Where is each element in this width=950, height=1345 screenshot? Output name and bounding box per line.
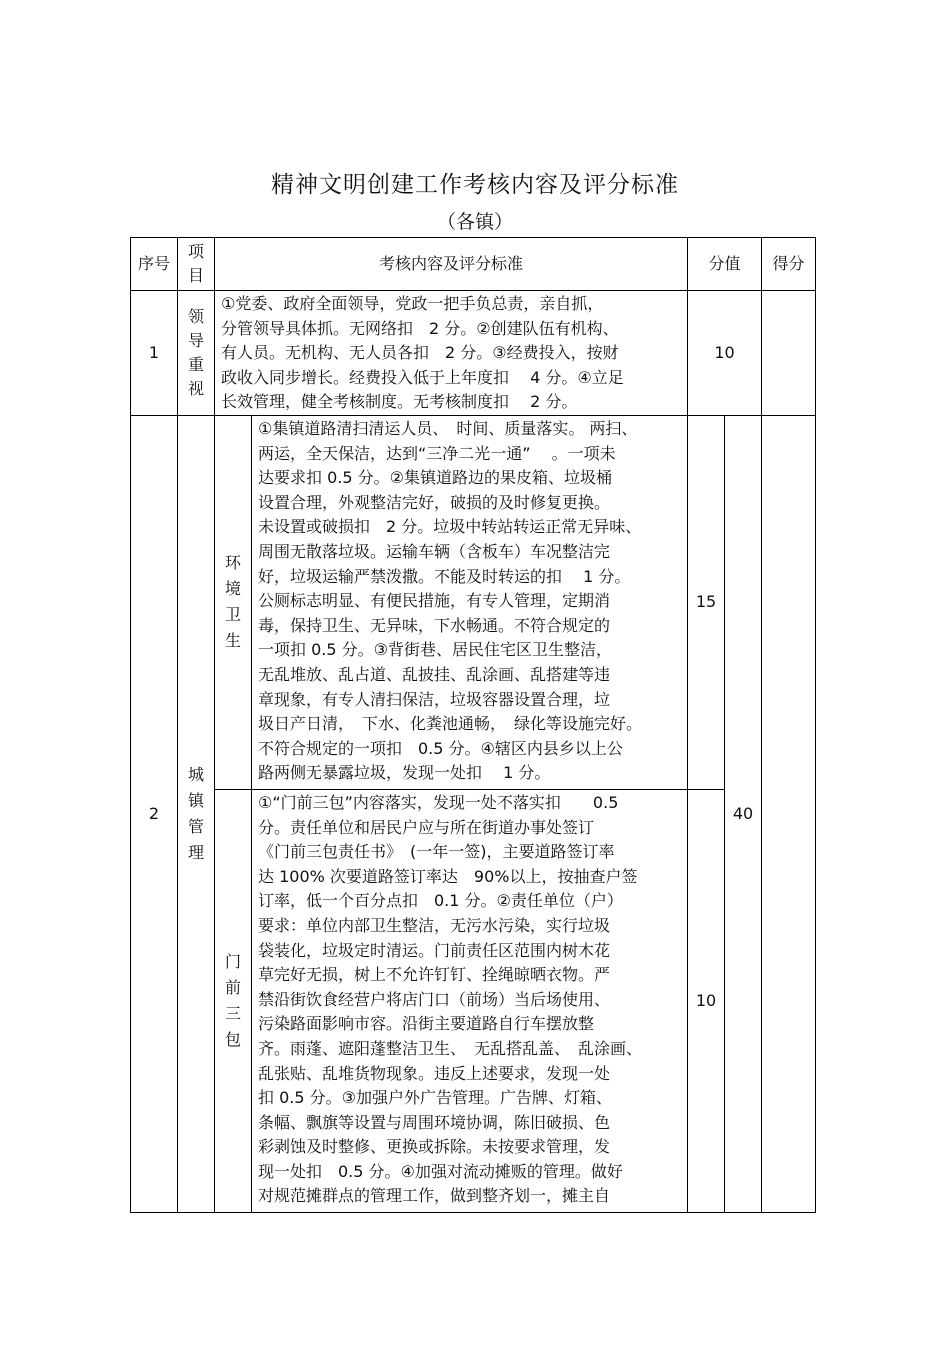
row-total-score: 40: [725, 415, 762, 1212]
subitem-content: ①“门前三包”内容落实，发现一处不落实扣 0.5 分。责任单位和居民户应与所在街道办事处签订 《门前三包责任书》 (一年一签)，主要道路签订率 达 100% 次要道路签订率达 90%以上，按抽查户签 订率，低一个百分点扣 0.1 分。②责任单位（户） 要求：单位内部卫生整洁，无污水污染，实行垃圾 袋装化，垃圾定时清运。门前责任区范围内树木花 草完好无损，树上不允许钉钉、拴绳晾晒衣物。严 禁沿街饮食经营户将店门口（前场）当后场使用、 污染路面影响市容。沿街主要道路自行车摆放整 齐。雨蓬、遮阳蓬整洁卫生、 无乱搭乱盖、 乱涂画、 乱张贴、乱堆货物现象。违反上述要求，发现一处 扣 0.5 分。③加强户外广告管理。广告牌、灯箱、 条幅、飘旗等设置与周围环境协调，陈旧破损、色 彩剥蚀及时整修、更换或拆除。未按要求管理，发 现一处扣 0.5 分。④加强对流动摊贩的管理。做好 对规范摊群点的管理工作，做到整齐划一，摊主自: [252, 789, 688, 1212]
assessment-table: [130, 237, 816, 1213]
row-item: 城镇管理: [178, 415, 215, 1212]
row-item: 领导重视: [178, 291, 215, 416]
row-got-cell: [762, 291, 816, 416]
subitem-content: ①集镇道路清扫清运人员、 时间、质量落实。 两扫、 两运，全天保洁，达到“三净二光一通” 。一项未 达要求扣 0.5 分。②集镇道路边的果皮箱、垃圾桶 设置合理，外观整洁完好，破损的及时修复更换。 未设置或破损扣 2 分。垃圾中转站转运正常无异味、 周围无散落垃圾。运输车辆（含板车）车况整洁完 好，垃圾运输严禁泼撒。不能及时转运的扣 1 分。 公厕标志明显、有便民措施，有专人管理，定期消 毒，保持卫生、无异味，下水畅通。不符合规定的 一项扣 0.5 分。③背街巷、居民住宅区卫生整洁， 无乱堆放、乱占道、乱披挂、乱涂画、乱搭建等违 章现象，有专人清扫保洁，垃圾容器设置合理，垃 圾日产日清， 下水、化粪池通畅， 绿化等设施完好。 不符合规定的一项扣 0.5 分。④辖区内县乡以上公 路两侧无暴露垃圾，发现一处扣 1 分。: [252, 415, 688, 789]
subitem-score: 10: [688, 789, 725, 1212]
row-no: 1: [131, 291, 178, 416]
row-score: 10: [688, 291, 762, 416]
header-item: 项目: [178, 238, 215, 291]
subitem-name: 环境卫生: [215, 415, 252, 789]
header-no: 序号: [131, 238, 178, 291]
header-score: 分值: [688, 238, 762, 291]
table-row: [131, 415, 816, 789]
row-content: ①党委、政府全面领导，党政一把手负总责，亲自抓， 分管领导具体抓。无网络扣 2 分。②创建队伍有机构、 有人员。无机构、无人员各扣 2 分。③经费投入，按财 政收入同步增长。经费投入低于上年度扣 4 分。④立足 长效管理，健全考核制度。无考核制度扣 2 分。: [215, 291, 688, 416]
header-content: 考核内容及评分标准: [215, 238, 688, 291]
document-subtitle: （各镇）: [436, 211, 513, 233]
table-header-row: [131, 238, 816, 291]
subitem-score: 15: [688, 415, 725, 789]
row-got-cell: [762, 415, 816, 1212]
table-row: [131, 789, 816, 1212]
header-got: 得分: [762, 238, 816, 291]
table-row: [131, 291, 816, 416]
document-title: 精神文明创建工作考核内容及评分标准: [271, 172, 679, 198]
subitem-name: 门前三包: [215, 789, 252, 1212]
row-no: 2: [131, 415, 178, 1212]
